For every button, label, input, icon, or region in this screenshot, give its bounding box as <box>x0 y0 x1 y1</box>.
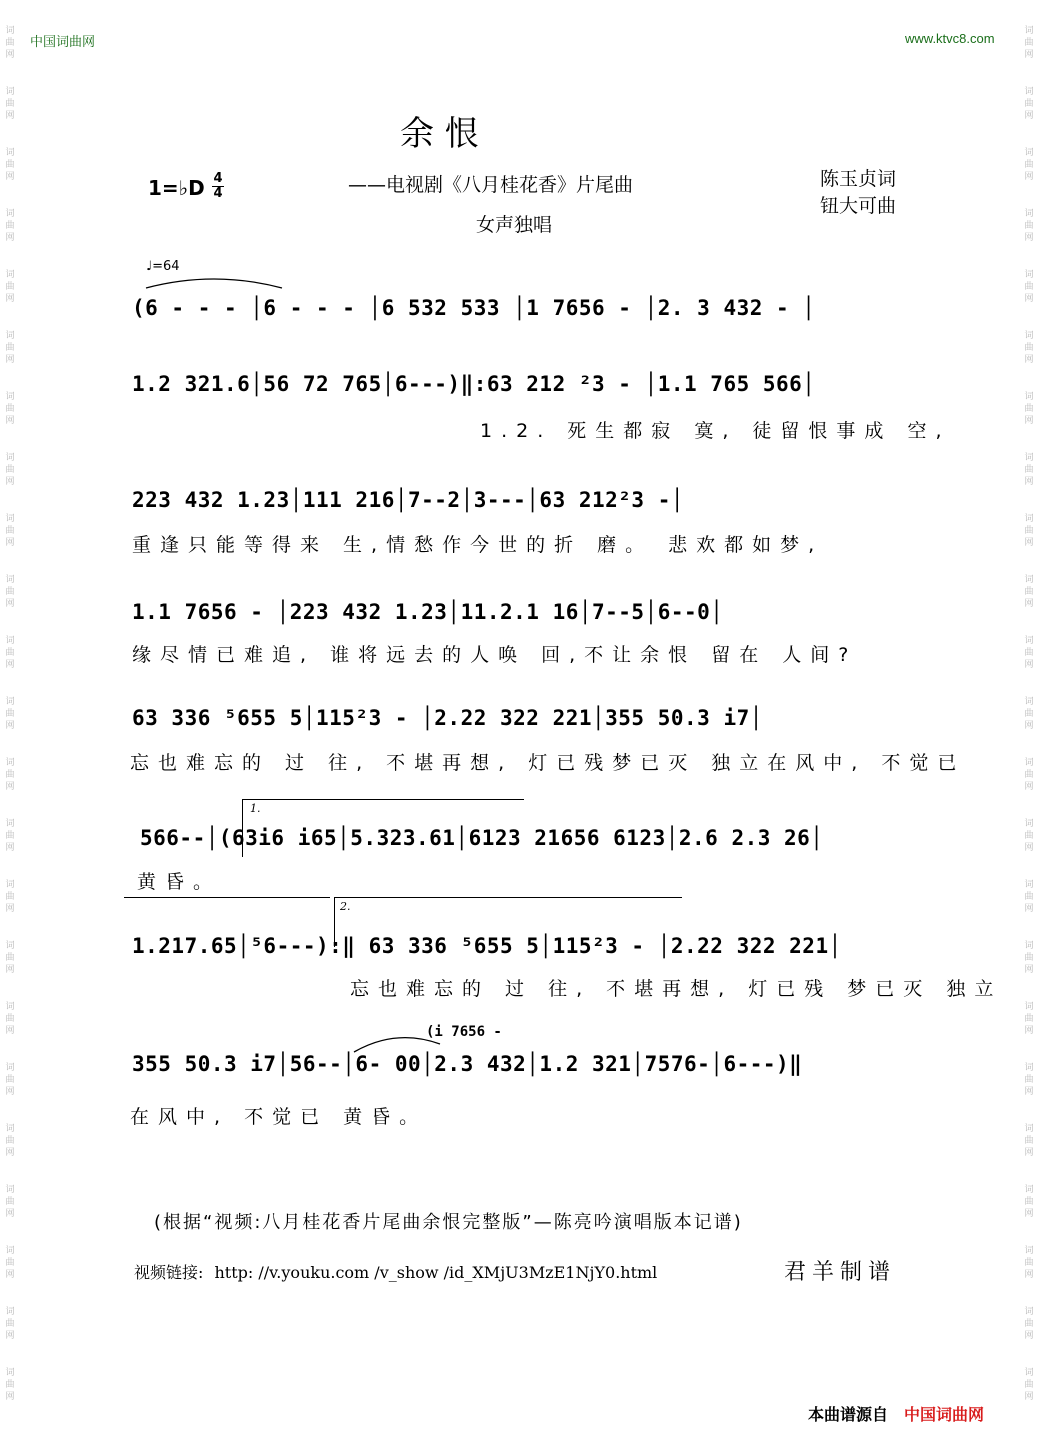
video-link-url[interactable]: http: //v.youku.com /v_show /id_XMjU3MzE1NjY0.html <box>214 1263 658 1282</box>
score-line-2: 1.2 321.6│56 72 765│6---)‖:63 212 ²3 - │1.1 765 566│ <box>132 372 816 396</box>
watermark-glyph-group: 词 曲 网 <box>1024 1368 1034 1402</box>
watermark-glyph-group: 词 曲 网 <box>1024 87 1034 121</box>
score-line-6: 566--│(63i6 i65│5.323.61│6123 21656 6123│2.6 2.3 26│ <box>140 826 824 850</box>
watermark-glyph-group: 词 曲 网 <box>1024 514 1034 548</box>
watermark-glyph-group: 词 曲 网 <box>1024 1002 1034 1036</box>
composer-credit: 钮大可曲 <box>820 195 897 217</box>
header-site-name[interactable]: 中国词曲网 <box>30 34 96 49</box>
watermark-glyph-group: 词 曲 网 <box>5 1063 15 1097</box>
watermark-glyph-group: 词 曲 网 <box>5 453 15 487</box>
video-link-label: 视频链接: <box>134 1263 204 1282</box>
key-signature: 1=♭D <box>148 176 205 200</box>
first-ending-bracket <box>242 799 524 800</box>
tempo-marking: ♩=64 <box>146 259 180 274</box>
watermark-glyph-group: 词 曲 网 <box>1024 636 1034 670</box>
watermark-glyph-group: 词 曲 网 <box>1024 270 1034 304</box>
watermark-glyph-group: 词 曲 网 <box>5 1368 15 1402</box>
second-ending-bracket <box>334 897 682 898</box>
final-phrase-slur <box>352 1030 442 1054</box>
watermark-glyph-group: 词 曲 网 <box>1024 575 1034 609</box>
watermark-glyph-group: 词 曲 网 <box>5 758 15 792</box>
watermark-glyph-group: 词 曲 网 <box>1024 697 1034 731</box>
performance-type: 女声独唱 <box>476 214 553 236</box>
song-title: 余 恨 <box>400 114 479 154</box>
video-link-line <box>134 1260 657 1283</box>
watermark-glyph-group: 词 曲 网 <box>5 636 15 670</box>
watermark-glyph-group: 词 曲 网 <box>1024 819 1034 853</box>
watermark-glyph-group: 词 曲 网 <box>1024 1063 1034 1097</box>
score-line-3: 223 432 1.23│111 216│7--2│3---│63 212²3 -│ <box>132 488 685 512</box>
watermark-glyph-group: 词 曲 网 <box>5 331 15 365</box>
lyric-line-5: 忘也难忘的 过 往, 不堪再想, 灯已残梦已灭 独立在风中, 不觉已 <box>130 752 966 774</box>
watermark-glyph-group: 词 曲 网 <box>1024 758 1034 792</box>
watermark-glyph-group: 词 曲 网 <box>1024 1246 1034 1280</box>
score-line-8: 355 50.3 i7│56--│6- 00│2.3 432│1.2 321│7576-│6---)‖ <box>132 1052 803 1076</box>
watermark-glyph-group: 词 曲 网 <box>1024 392 1034 426</box>
watermark-glyph-group: 词 曲 网 <box>5 1124 15 1158</box>
score-line-7: 1.217.65│⁵6---):‖ 63 336 ⁵655 5│115²3 - │2.22 322 221│ <box>132 934 842 958</box>
watermark-glyph-group: 词 曲 网 <box>1024 148 1034 182</box>
watermark-glyph-group: 词 曲 网 <box>1024 1124 1034 1158</box>
time-signature-bottom: 4 <box>213 186 223 201</box>
watermark-glyph-group: 词 曲 网 <box>1024 209 1034 243</box>
ossia-notes: (i 7656 - <box>426 1024 502 1040</box>
score-line-1: (6 - - - │6 - - - │6 532 533 │1 7656 - │2. 3 432 - │ <box>132 296 816 320</box>
lyric-line-8: 在风中, 不觉已 黄昏。 <box>130 1106 428 1128</box>
first-ending-number: 1. <box>250 802 261 815</box>
watermark-right-column <box>1022 25 1036 1428</box>
watermark-glyph-group: 词 曲 网 <box>5 819 15 853</box>
watermark-glyph-group: 词 曲 网 <box>5 514 15 548</box>
lyric-line-6: 黄昏。 <box>137 871 222 893</box>
watermark-glyph-group: 词 曲 网 <box>5 1307 15 1341</box>
watermark-glyph-group: 词 曲 网 <box>5 148 15 182</box>
watermark-glyph-group: 词 曲 网 <box>5 697 15 731</box>
lyric-line-2: 1.2. 死生都寂 寞, 徒留恨事成 空, <box>480 420 951 442</box>
watermark-glyph-group: 词 曲 网 <box>5 575 15 609</box>
footer-source-label: 本曲谱源自 <box>808 1405 889 1424</box>
score-line-5: 63 336 ⁵655 5│115²3 - │2.22 322 221│355 50.3 i7│ <box>132 706 763 730</box>
watermark-left-column <box>3 25 17 1428</box>
watermark-glyph-group: 词 曲 网 <box>1024 331 1034 365</box>
footer <box>808 1402 984 1425</box>
watermark-glyph-group: 词 曲 网 <box>1024 1185 1034 1219</box>
source-note: (根据“视频:八月桂花香片尾曲余恨完整版”—陈亮吟演唱版本记谱) <box>154 1212 743 1233</box>
watermark-glyph-group: 词 曲 网 <box>5 209 15 243</box>
watermark-glyph-group: 词 曲 网 <box>1024 26 1034 60</box>
watermark-glyph-group: 词 曲 网 <box>5 1002 15 1036</box>
watermark-glyph-group: 词 曲 网 <box>1024 880 1034 914</box>
lyric-line-4: 缘尽情已难追, 谁将远去的人唤 回,不让余恨 留在 人间? <box>132 644 858 666</box>
score-line-4: 1.1 7656 - │223 432 1.23│11.2.1 16│7--5│6--0│ <box>132 600 724 624</box>
watermark-glyph-group: 词 曲 网 <box>5 880 15 914</box>
pre-second-ending-line <box>124 897 330 898</box>
lyric-line-3: 重逢只能等得来 生,情愁作今世的折 磨。 悲欢都如梦, <box>132 534 824 556</box>
intro-slur <box>144 272 284 290</box>
watermark-glyph-group: 词 曲 网 <box>5 941 15 975</box>
lyricist-credit: 陈玉贞词 <box>820 168 897 190</box>
footer-site-name[interactable]: 中国词曲网 <box>904 1405 985 1424</box>
lyric-line-7: 忘也难忘的 过 往, 不堪再想, 灯已残 梦已灭 独立 <box>350 978 1003 1000</box>
watermark-glyph-group: 词 曲 网 <box>5 392 15 426</box>
watermark-glyph-group: 词 曲 网 <box>5 26 15 60</box>
arranger-signature: 君羊制谱 <box>784 1260 897 1285</box>
watermark-glyph-group: 词 曲 网 <box>5 87 15 121</box>
time-signature-top: 4 <box>213 171 223 186</box>
watermark-glyph-group: 词 曲 网 <box>5 1185 15 1219</box>
time-signature <box>212 172 224 201</box>
header-site-url[interactable]: www.ktvc8.com <box>905 31 995 46</box>
second-ending-number: 2. <box>340 900 351 913</box>
watermark-glyph-group: 词 曲 网 <box>5 1246 15 1280</box>
watermark-glyph-group: 词 曲 网 <box>1024 1307 1034 1341</box>
watermark-glyph-group: 词 曲 网 <box>1024 941 1034 975</box>
song-subtitle: ——电视剧《八月桂花香》片尾曲 <box>348 174 634 196</box>
watermark-glyph-group: 词 曲 网 <box>1024 453 1034 487</box>
watermark-glyph-group: 词 曲 网 <box>5 270 15 304</box>
